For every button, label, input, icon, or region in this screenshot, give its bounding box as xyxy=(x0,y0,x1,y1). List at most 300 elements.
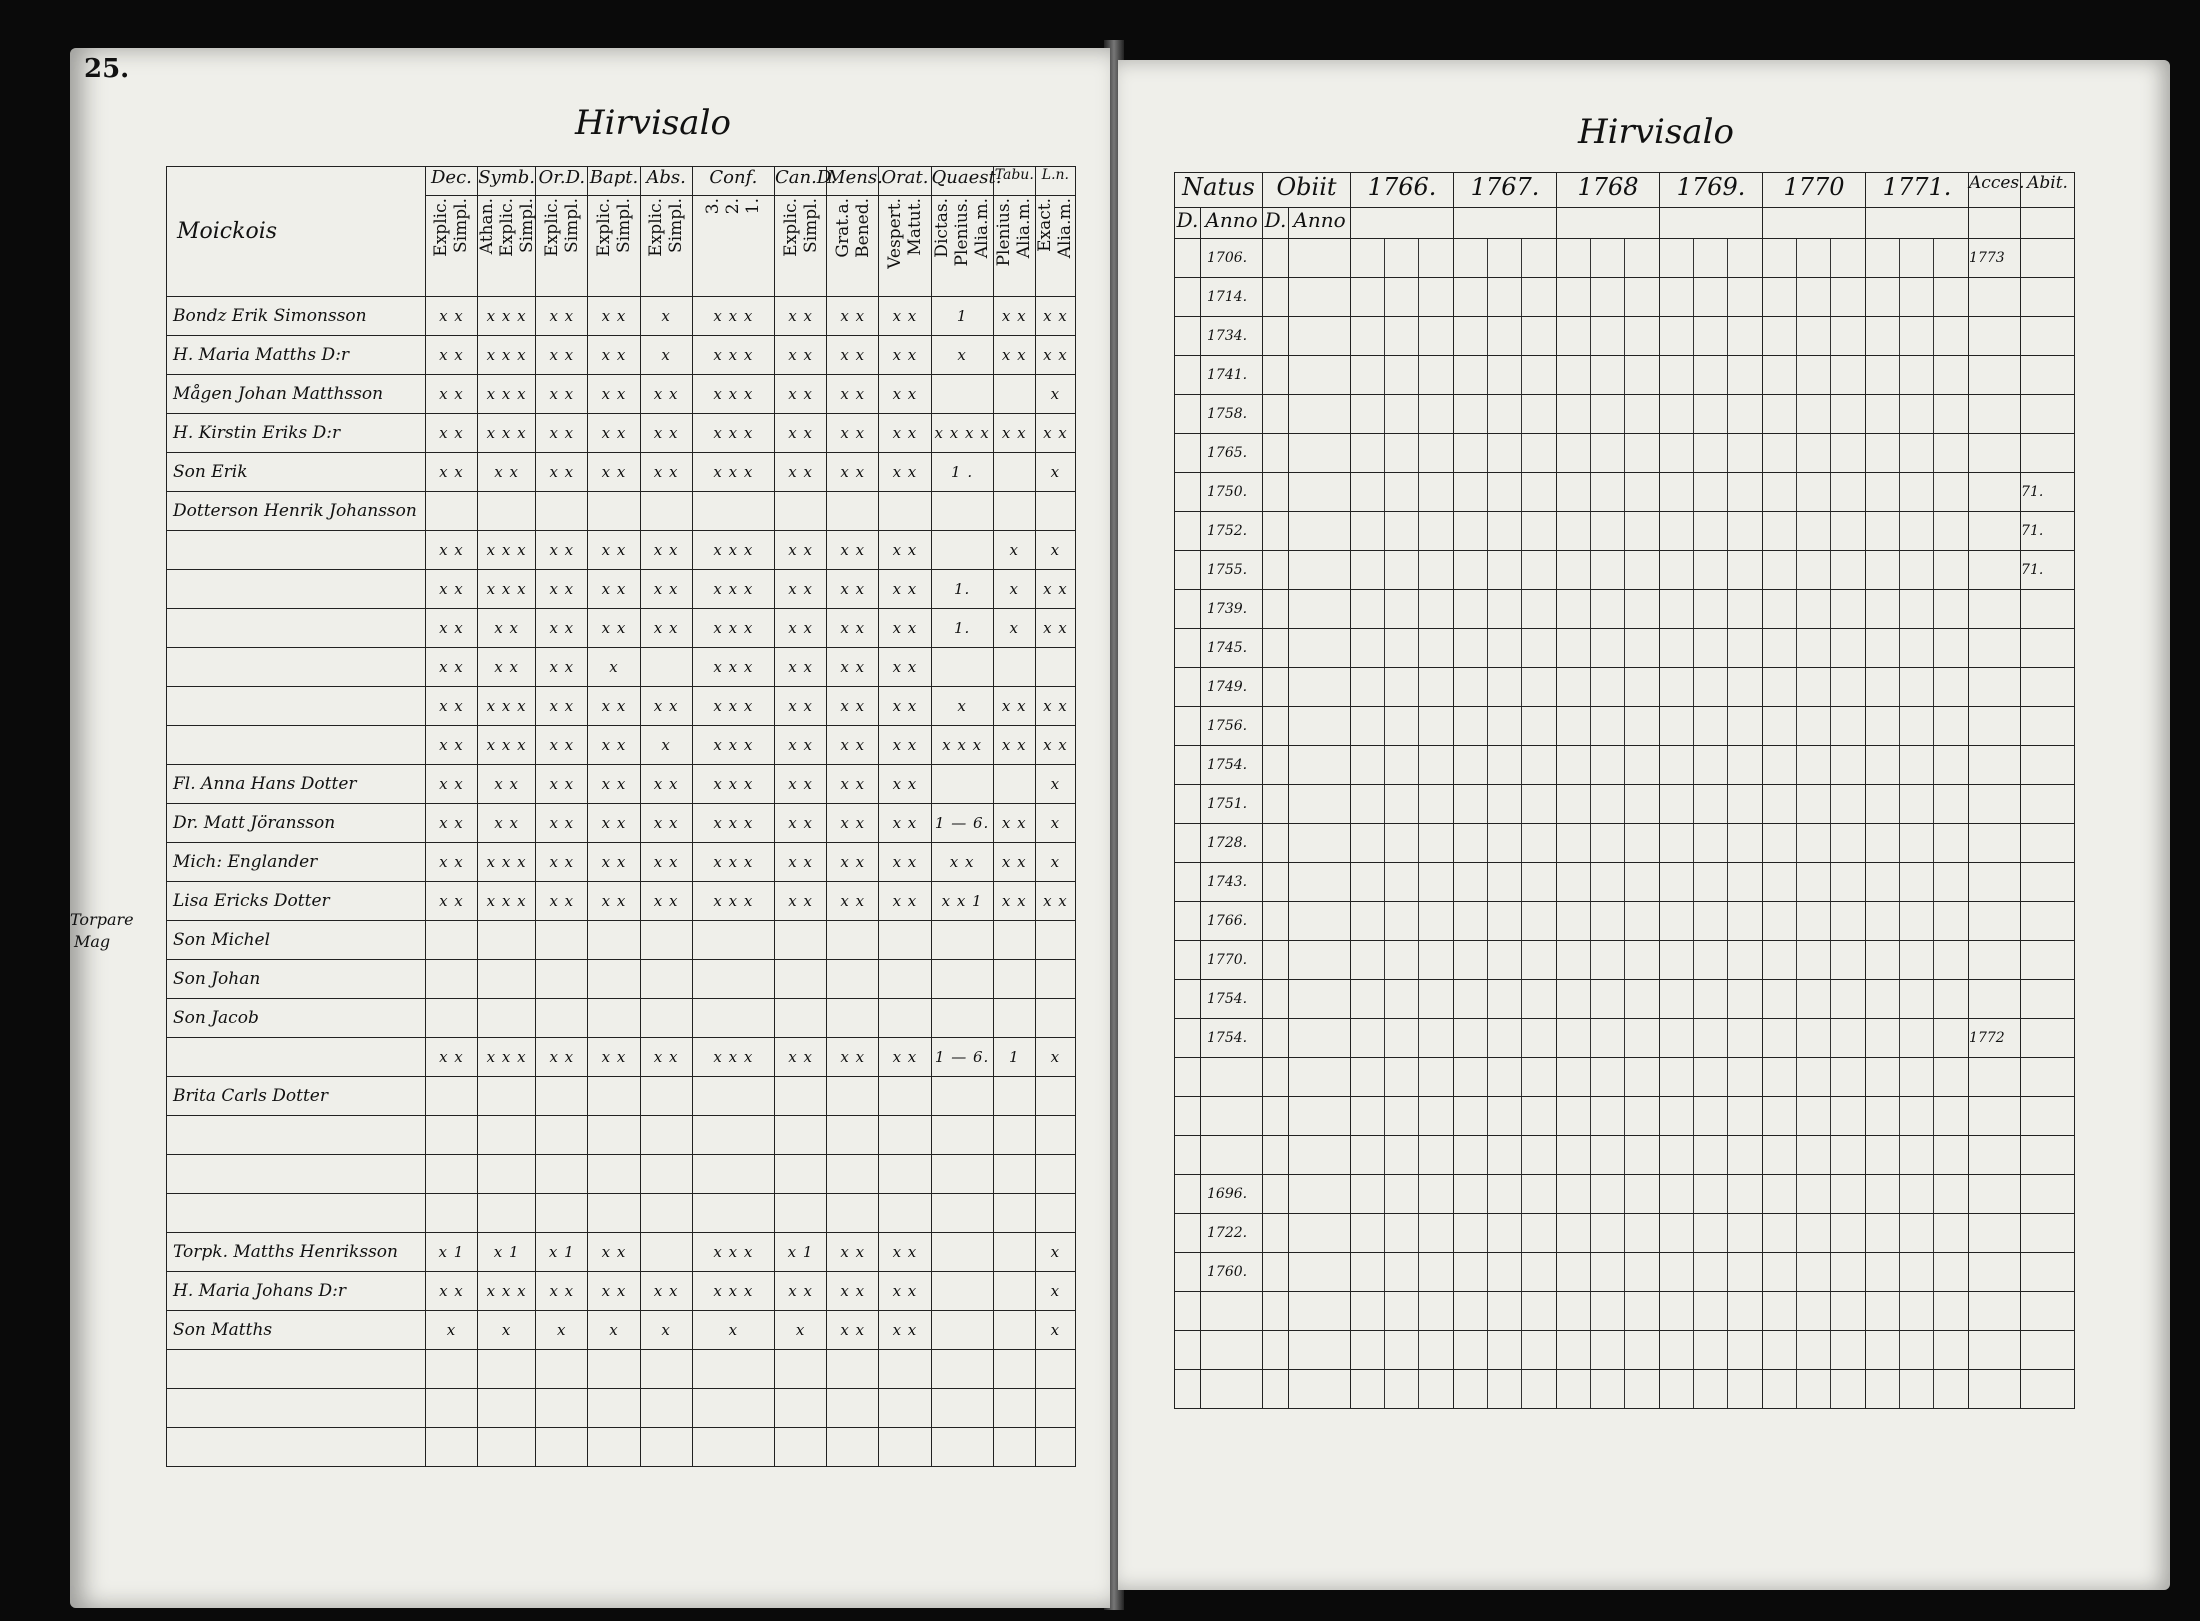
examination-mark xyxy=(774,1428,826,1467)
column-group-header: Conf. xyxy=(692,167,774,196)
examination-mark: x x xyxy=(774,531,826,570)
examination-mark: x x xyxy=(993,804,1035,843)
examination-mark: x x xyxy=(640,1272,692,1311)
person-name xyxy=(167,1155,426,1194)
table-row xyxy=(1175,473,2075,512)
examination-mark: x xyxy=(640,1311,692,1350)
examination-mark: x x xyxy=(536,882,588,921)
examination-mark xyxy=(640,1116,692,1155)
year-attendance-cell xyxy=(1454,1370,1557,1409)
examination-mark xyxy=(931,531,993,570)
person-name: Dr. Matt Jöransson xyxy=(167,804,426,843)
examination-mark xyxy=(774,1350,826,1389)
year-attendance-cell xyxy=(1454,707,1557,746)
birth-year xyxy=(1201,1331,1263,1370)
year-attendance-cell xyxy=(1660,1136,1763,1175)
examination-mark: x x xyxy=(879,1311,931,1350)
examination-mark: x x xyxy=(588,570,640,609)
examination-mark xyxy=(588,999,640,1038)
year-attendance-cell xyxy=(1351,317,1454,356)
year-attendance-cell xyxy=(1557,1175,1660,1214)
birth-year: 1722. xyxy=(1201,1214,1263,1253)
column-subheader xyxy=(692,196,774,297)
examination-mark: x x xyxy=(1035,609,1075,648)
examination-mark: x x xyxy=(827,1311,879,1350)
abiit-note xyxy=(2021,1097,2075,1136)
table-cell xyxy=(1289,902,1351,941)
examination-mark xyxy=(425,1116,477,1155)
examination-mark xyxy=(640,1077,692,1116)
column-subheader xyxy=(1035,196,1075,297)
year-attendance-cell xyxy=(1454,941,1557,980)
year-attendance-cell xyxy=(1866,902,1969,941)
year-attendance-cell xyxy=(1351,1136,1454,1175)
examination-mark xyxy=(993,1311,1035,1350)
examination-mark: x x xyxy=(879,570,931,609)
column-subheader xyxy=(478,196,536,297)
examination-mark: x x x xyxy=(692,726,774,765)
year-attendance-cell xyxy=(1351,395,1454,434)
examination-mark xyxy=(692,1077,774,1116)
examination-mark xyxy=(993,1077,1035,1116)
year-attendance-cell xyxy=(1454,1253,1557,1292)
year-attendance-cell xyxy=(1660,1097,1763,1136)
examination-mark xyxy=(588,1350,640,1389)
year-attendance-cell xyxy=(1351,980,1454,1019)
table-cell xyxy=(1289,434,1351,473)
table-cell xyxy=(1263,746,1289,785)
examination-mark xyxy=(425,921,477,960)
examination-mark xyxy=(478,1350,536,1389)
year-attendance-cell xyxy=(1351,278,1454,317)
person-name: H. Kirstin Eriks D:r xyxy=(167,414,426,453)
table-row xyxy=(167,1428,1076,1467)
year-attendance-cell xyxy=(1351,512,1454,551)
examination-mark: x xyxy=(1035,804,1075,843)
examination-mark xyxy=(536,492,588,531)
examination-mark: x x xyxy=(536,336,588,375)
examination-mark: x x xyxy=(640,687,692,726)
examination-mark: x x xyxy=(588,453,640,492)
table-cell xyxy=(1263,785,1289,824)
year-attendance-cell xyxy=(1557,863,1660,902)
year-attendance-cell xyxy=(1351,746,1454,785)
examination-mark: x xyxy=(1035,375,1075,414)
examination-mark xyxy=(478,960,536,999)
subheader-label: Explic. xyxy=(541,198,562,257)
examination-mark: x x xyxy=(827,726,879,765)
examination-mark xyxy=(640,648,692,687)
examination-mark: x x xyxy=(827,531,879,570)
table-row xyxy=(1175,1331,2075,1370)
table-cell xyxy=(1263,395,1289,434)
examination-mark xyxy=(536,960,588,999)
birth-year: 1696. xyxy=(1201,1175,1263,1214)
examination-mark xyxy=(993,765,1035,804)
person-name xyxy=(167,1038,426,1077)
table-row xyxy=(167,1389,1076,1428)
table-cell xyxy=(1263,1292,1289,1331)
year-attendance-cell xyxy=(1557,278,1660,317)
examination-mark xyxy=(774,492,826,531)
year-attendance-cell xyxy=(1866,1136,1969,1175)
year-attendance-cell xyxy=(1660,1058,1763,1097)
year-attendance-cell xyxy=(1763,1214,1866,1253)
examination-mark xyxy=(640,921,692,960)
examination-mark xyxy=(774,1389,826,1428)
examination-mark xyxy=(1035,921,1075,960)
examination-mark: x x xyxy=(478,648,536,687)
abiit-note xyxy=(2021,239,2075,278)
person-name xyxy=(167,1389,426,1428)
examination-mark: x x x xyxy=(692,414,774,453)
table-cell xyxy=(1175,551,1201,590)
examination-mark: x x xyxy=(425,453,477,492)
obiit-anno-header: Anno xyxy=(1289,208,1351,239)
examination-mark xyxy=(425,1389,477,1428)
accessit-note xyxy=(1969,395,2021,434)
table-cell xyxy=(1289,551,1351,590)
examination-mark: x x xyxy=(774,609,826,648)
examination-mark: x x xyxy=(425,726,477,765)
accessit-header: Acces. xyxy=(1969,173,2021,208)
examination-mark xyxy=(993,1155,1035,1194)
table-row xyxy=(1175,863,2075,902)
abiit-note xyxy=(2021,980,2075,1019)
examination-mark xyxy=(827,1389,879,1428)
examination-mark: x xyxy=(692,1311,774,1350)
examination-mark xyxy=(478,492,536,531)
examination-mark xyxy=(827,999,879,1038)
examination-mark: x x xyxy=(425,336,477,375)
table-cell xyxy=(1289,1175,1351,1214)
accessit-note xyxy=(1969,434,2021,473)
examination-mark xyxy=(588,1194,640,1233)
year-attendance-cell xyxy=(1557,668,1660,707)
examination-mark xyxy=(640,492,692,531)
year-attendance-cell xyxy=(1351,707,1454,746)
examination-mark xyxy=(692,492,774,531)
examination-mark: x x xyxy=(774,648,826,687)
person-name: Bondz Erik Simonsson xyxy=(167,297,426,336)
examination-mark xyxy=(827,1428,879,1467)
year-attendance-cell xyxy=(1763,863,1866,902)
table-row xyxy=(167,1272,1076,1311)
table-cell xyxy=(1175,1097,1201,1136)
examination-mark xyxy=(478,1428,536,1467)
subheader-label: Simpl. xyxy=(666,198,687,253)
table-cell xyxy=(1175,1214,1201,1253)
examination-mark xyxy=(692,921,774,960)
year-header: 1770 xyxy=(1763,173,1866,208)
accessit-note xyxy=(1969,1370,2021,1409)
examination-mark xyxy=(993,999,1035,1038)
examination-mark: x x xyxy=(640,414,692,453)
abiit-note xyxy=(2021,941,2075,980)
examination-mark: x x xyxy=(993,726,1035,765)
year-attendance-cell xyxy=(1866,707,1969,746)
examination-mark: x xyxy=(1035,1311,1075,1350)
year-attendance-cell xyxy=(1557,1097,1660,1136)
birth-year: 1754. xyxy=(1201,1019,1263,1058)
year-attendance-cell xyxy=(1763,356,1866,395)
abiit-note xyxy=(2021,902,2075,941)
examination-mark xyxy=(931,492,993,531)
year-attendance-cell xyxy=(1866,746,1969,785)
examination-mark xyxy=(692,1155,774,1194)
accessit-note xyxy=(1969,1253,2021,1292)
examination-mark: x x xyxy=(588,531,640,570)
table-cell xyxy=(1175,356,1201,395)
accessit-note xyxy=(1969,1097,2021,1136)
examination-mark: x x xyxy=(640,804,692,843)
table-cell xyxy=(1289,785,1351,824)
accessit-note xyxy=(1969,473,2021,512)
abiit-note xyxy=(2021,1292,2075,1331)
accessit-note xyxy=(1969,824,2021,863)
examination-mark: x xyxy=(1035,1038,1075,1077)
table-row xyxy=(167,531,1076,570)
person-name: Son Johan xyxy=(167,960,426,999)
year-attendance-cell xyxy=(1660,317,1763,356)
examination-mark: x x xyxy=(879,882,931,921)
year-attendance-cell xyxy=(1660,395,1763,434)
table-cell xyxy=(1289,1370,1351,1409)
subheader-label: Alia.m. xyxy=(1055,198,1076,259)
examination-mark: x x x xyxy=(692,1038,774,1077)
examination-mark: x x xyxy=(774,726,826,765)
table-row xyxy=(167,765,1076,804)
examination-mark: x x x xyxy=(692,765,774,804)
examination-mark: x x xyxy=(774,687,826,726)
year-attendance-cell xyxy=(1660,824,1763,863)
year-attendance-cell xyxy=(1763,824,1866,863)
examination-mark: x x xyxy=(1035,687,1075,726)
table-cell xyxy=(1263,980,1289,1019)
abiit-note xyxy=(2021,395,2075,434)
year-attendance-cell xyxy=(1557,317,1660,356)
table-cell xyxy=(1175,629,1201,668)
examination-mark: x x xyxy=(879,375,931,414)
year-attendance-cell xyxy=(1557,356,1660,395)
person-name: Fl. Anna Hans Dotter xyxy=(167,765,426,804)
accessit-note xyxy=(1969,317,2021,356)
year-attendance-cell xyxy=(1454,473,1557,512)
examination-mark xyxy=(536,1194,588,1233)
year-attendance-cell xyxy=(1866,1097,1969,1136)
examination-mark: x x xyxy=(425,1272,477,1311)
birth-year: 1760. xyxy=(1201,1253,1263,1292)
examination-mark xyxy=(478,1116,536,1155)
column-group-header: Dec. xyxy=(425,167,477,196)
year-attendance-cell xyxy=(1454,356,1557,395)
examination-mark xyxy=(640,1428,692,1467)
table-row xyxy=(167,414,1076,453)
examination-mark: x x x xyxy=(478,297,536,336)
table-cell xyxy=(1175,317,1201,356)
abiit-note xyxy=(2021,1214,2075,1253)
person-name: Dotterson Henrik Johansson xyxy=(167,492,426,531)
examination-mark xyxy=(931,765,993,804)
year-attendance-cell xyxy=(1660,512,1763,551)
year-attendance-cell xyxy=(1454,317,1557,356)
abiit-note xyxy=(2021,824,2075,863)
table-cell xyxy=(1289,707,1351,746)
table-cell xyxy=(1263,473,1289,512)
examination-mark: x x xyxy=(879,765,931,804)
year-attendance-cell xyxy=(1763,941,1866,980)
examination-mark: x x xyxy=(588,804,640,843)
examination-mark: x x xyxy=(879,531,931,570)
left-page xyxy=(70,48,1110,1608)
examination-mark xyxy=(879,999,931,1038)
examination-mark: x x xyxy=(879,609,931,648)
accessit-note xyxy=(1969,512,2021,551)
column-subheader xyxy=(879,196,931,297)
table-cell xyxy=(1175,668,1201,707)
examination-mark xyxy=(692,1350,774,1389)
examination-mark: x x xyxy=(827,297,879,336)
year-attendance-cell xyxy=(1866,278,1969,317)
column-group-header: Orat. xyxy=(879,167,931,196)
accessit-note xyxy=(1969,941,2021,980)
year-attendance-cell xyxy=(1763,1175,1866,1214)
examination-mark: x x xyxy=(640,1038,692,1077)
examination-mark xyxy=(478,921,536,960)
examination-mark: x x xyxy=(536,687,588,726)
year-attendance-cell xyxy=(1660,629,1763,668)
table-cell xyxy=(1289,239,1351,278)
year-attendance-cell xyxy=(1351,668,1454,707)
examination-mark xyxy=(774,960,826,999)
person-name xyxy=(167,570,426,609)
abiit-note: 71. xyxy=(2021,473,2075,512)
year-attendance-cell xyxy=(1454,785,1557,824)
examination-mark: x x x xyxy=(692,1272,774,1311)
examination-mark xyxy=(879,960,931,999)
examination-mark: x x xyxy=(1035,882,1075,921)
examination-mark: x x xyxy=(827,882,879,921)
examination-mark: x x xyxy=(536,375,588,414)
obiit-day-header: D. xyxy=(1263,208,1289,239)
year-attendance-cell xyxy=(1866,1370,1969,1409)
examination-mark: x xyxy=(640,297,692,336)
examination-mark: x x x xyxy=(692,570,774,609)
year-attendance-cell xyxy=(1660,551,1763,590)
year-attendance-cell xyxy=(1557,824,1660,863)
examination-mark: x x x xyxy=(692,336,774,375)
examination-mark xyxy=(588,1155,640,1194)
examination-mark: x x xyxy=(588,687,640,726)
accessit-note xyxy=(1969,629,2021,668)
year-attendance-cell xyxy=(1454,668,1557,707)
examination-mark: x xyxy=(588,648,640,687)
year-attendance-cell xyxy=(1351,473,1454,512)
examination-mark xyxy=(425,1194,477,1233)
examination-mark xyxy=(425,1077,477,1116)
examination-mark: x x xyxy=(536,648,588,687)
table-cell xyxy=(1289,1331,1351,1370)
abiit-note xyxy=(2021,278,2075,317)
examination-mark xyxy=(993,492,1035,531)
table-cell xyxy=(1289,1253,1351,1292)
year-attendance-cell xyxy=(1866,395,1969,434)
examination-mark: x x xyxy=(588,765,640,804)
table-cell xyxy=(1263,512,1289,551)
year-attendance-cell xyxy=(1351,785,1454,824)
table-cell xyxy=(1175,239,1201,278)
birth-year: 1755. xyxy=(1201,551,1263,590)
birth-year xyxy=(1201,1292,1263,1331)
examination-mark: x x xyxy=(879,336,931,375)
column-subheader xyxy=(425,196,477,297)
examination-mark: x x x xyxy=(692,531,774,570)
examination-mark: x xyxy=(1035,1272,1075,1311)
examination-mark xyxy=(640,960,692,999)
examination-mark: x x xyxy=(640,609,692,648)
year-attendance-cell xyxy=(1763,512,1866,551)
year-attendance-cell xyxy=(1866,356,1969,395)
year-attendance-cell xyxy=(1454,1058,1557,1097)
subheader-label: Exact. xyxy=(1035,198,1056,252)
table-row xyxy=(167,1077,1076,1116)
year-attendance-cell xyxy=(1763,1097,1866,1136)
year-attendance-cell xyxy=(1454,1097,1557,1136)
examination-mark: x x xyxy=(879,687,931,726)
table-cell xyxy=(1263,1214,1289,1253)
examination-mark: x xyxy=(1035,1233,1075,1272)
margin-note: Mag xyxy=(74,932,111,951)
examination-mark: x xyxy=(774,1311,826,1350)
year-attendance-cell xyxy=(1557,473,1660,512)
examination-mark xyxy=(993,1116,1035,1155)
examination-mark: x x xyxy=(827,648,879,687)
year-attendance-cell xyxy=(1351,863,1454,902)
table-row xyxy=(167,1116,1076,1155)
year-attendance-cell xyxy=(1660,1370,1763,1409)
examination-mark: x x 1 xyxy=(931,882,993,921)
examination-mark: x xyxy=(1035,765,1075,804)
year-attendance-cell xyxy=(1660,1331,1763,1370)
table-cell xyxy=(1289,668,1351,707)
table-cell xyxy=(1289,1019,1351,1058)
subheader-label: 1. xyxy=(743,198,764,215)
examination-mark: x x xyxy=(478,609,536,648)
examination-mark xyxy=(640,999,692,1038)
birth-year: 1741. xyxy=(1201,356,1263,395)
examination-mark: x x x xyxy=(478,336,536,375)
year-attendance-cell xyxy=(1557,941,1660,980)
examination-mark xyxy=(879,1428,931,1467)
year-attendance-cell xyxy=(1351,551,1454,590)
table-row xyxy=(167,297,1076,336)
year-attendance-cell xyxy=(1557,980,1660,1019)
birth-year xyxy=(1201,1097,1263,1136)
table-cell xyxy=(1263,1058,1289,1097)
year-attendance-cell xyxy=(1660,356,1763,395)
table-cell xyxy=(1263,707,1289,746)
birth-year: 1766. xyxy=(1201,902,1263,941)
examination-mark: x x xyxy=(536,609,588,648)
subheader-label: Plenius. xyxy=(994,198,1015,267)
year-attendance-cell xyxy=(1763,590,1866,629)
table-cell xyxy=(1289,629,1351,668)
subheader-label: Plenius. xyxy=(952,198,973,267)
examination-mark: x x xyxy=(1035,297,1075,336)
examination-mark: 1 — 6. xyxy=(931,804,993,843)
examination-mark: x x xyxy=(827,453,879,492)
table-row xyxy=(1175,707,2075,746)
